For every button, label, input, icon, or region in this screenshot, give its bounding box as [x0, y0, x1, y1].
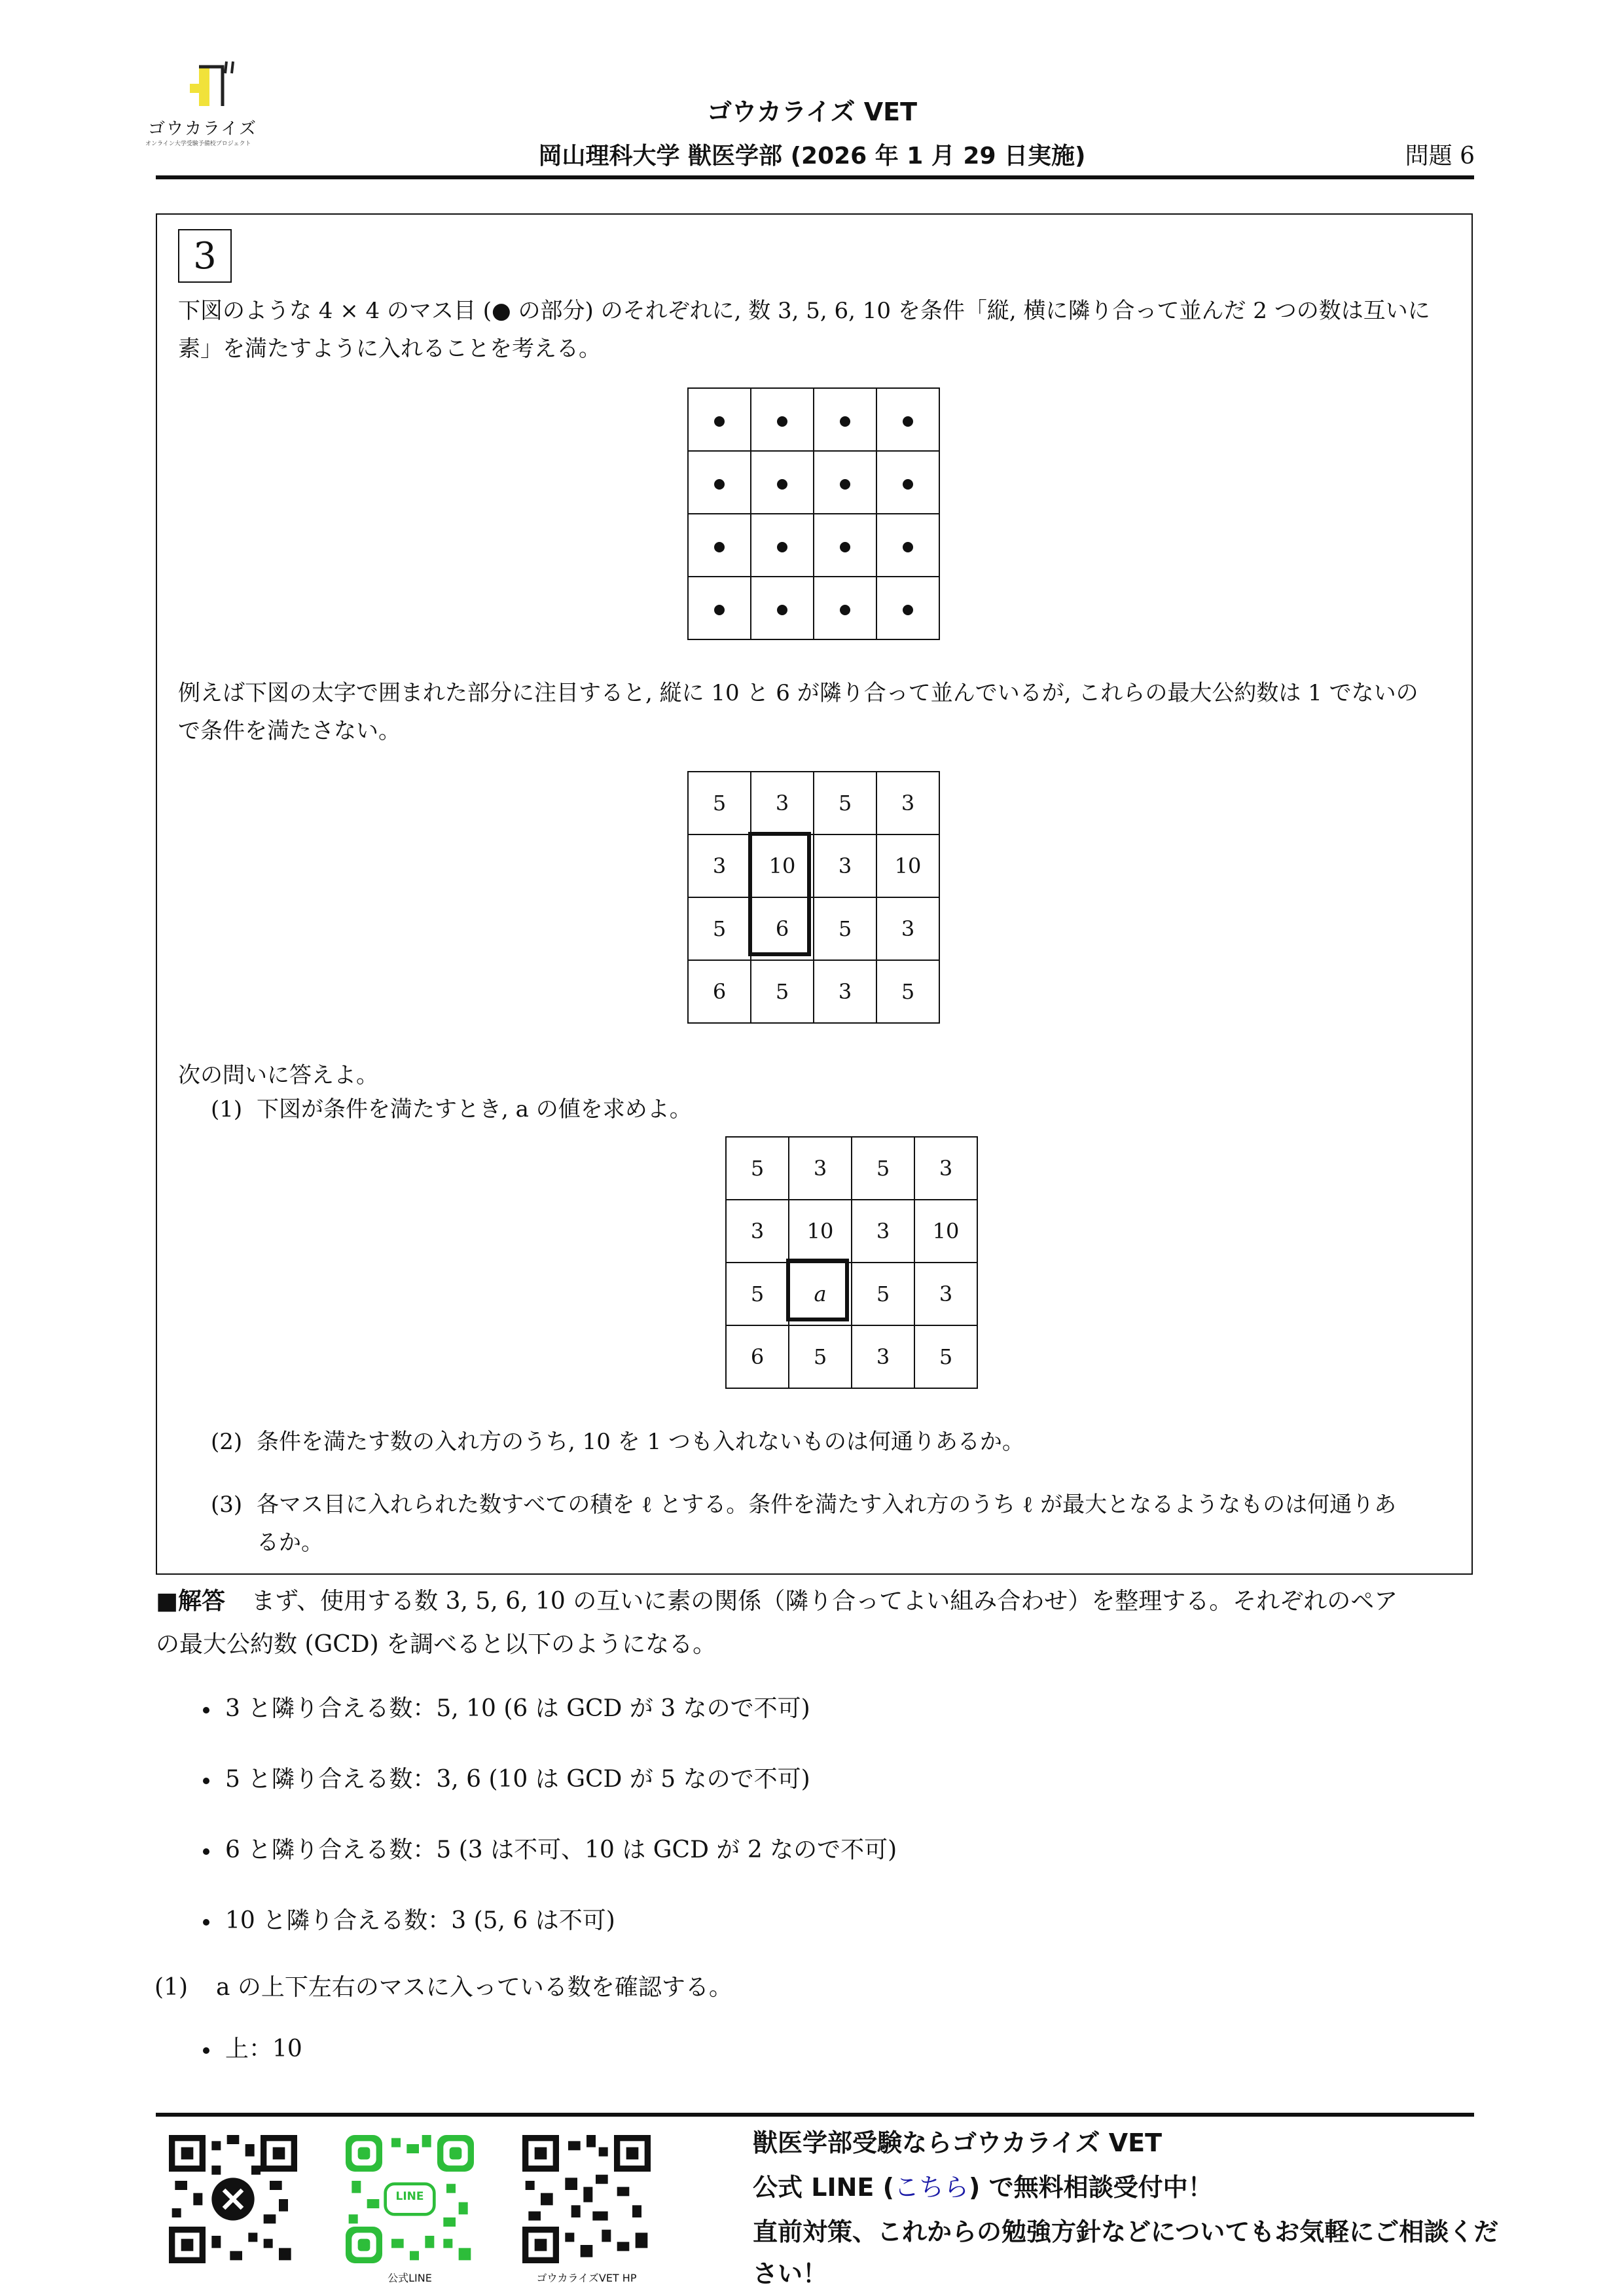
example-line-2: で条件を満たさない。	[178, 718, 401, 744]
list-item: 10 と隣り合える数：3 (5, 6 は不可)	[203, 1902, 615, 1935]
header-subtitle: 岡山理科大学 獣医学部 (2026 年 1 月 29 日実施)	[538, 143, 1086, 170]
grid-cell: 5	[876, 960, 939, 1023]
qr-caption-hp: ゴウカライズVET HP	[536, 2272, 637, 2284]
footer-line-4: さい！	[753, 2259, 828, 2288]
answer-line-2: の最大公約数 (GCD) を調べると以下のようになる。	[156, 1631, 717, 1658]
footer-divider	[156, 2113, 1474, 2117]
q2-number: (2)	[211, 1429, 243, 1455]
q1-grid	[725, 1136, 978, 1389]
answer-label: ■解答	[156, 1588, 226, 1615]
dot-icon	[777, 416, 787, 427]
grid-cell: 3	[914, 1137, 977, 1200]
grid-cell: 3	[914, 1263, 977, 1325]
example-grid	[687, 771, 940, 1024]
grid-cell: 5	[789, 1325, 852, 1388]
grid-cell: 3	[814, 960, 876, 1023]
grid-cell: a	[789, 1263, 852, 1325]
grid-cell: 5	[688, 897, 751, 960]
grid-cell	[876, 577, 939, 639]
dot-icon	[840, 416, 850, 427]
list-item: 6 と隣り合える数：5 (3 は不可、10 は GCD が 2 なので不可)	[203, 1831, 897, 1865]
bullet-icon	[203, 2047, 209, 2054]
grid-cell: 5	[814, 897, 876, 960]
dot-icon	[840, 479, 850, 490]
grid-cell: 10	[789, 1200, 852, 1263]
problem-intro-line-1: 下図のような 4 × 4 のマス目 (● の部分) のそれぞれに, 数 3, 5, 6, 10 を条件「縦, 横に隣り合って並んだ 2 つの数は互いに	[178, 298, 1430, 324]
grid-cell: 3	[876, 772, 939, 834]
grid-cell	[751, 514, 814, 577]
list-item: 3 と隣り合える数：5, 10 (6 は GCD が 3 なので不可)	[203, 1690, 810, 1723]
dot-icon	[714, 416, 725, 427]
grid-cell: 10	[876, 834, 939, 897]
bullet-icon	[203, 1707, 209, 1713]
grid-cell: 3	[726, 1200, 789, 1263]
grid-cell	[751, 577, 814, 639]
grid-cell	[814, 451, 876, 514]
grid-cell	[688, 388, 751, 451]
grid-cell	[814, 388, 876, 451]
dot-icon	[777, 479, 787, 490]
grid-cell	[876, 514, 939, 577]
grid-cell: 3	[814, 834, 876, 897]
q1-text: 下図が条件を満たすとき, a の値を求めよ。	[257, 1096, 692, 1122]
grid-cell: 3	[876, 897, 939, 960]
grid-cell: 5	[914, 1325, 977, 1388]
part1-number: (1)	[154, 1974, 188, 2001]
logo-text: ゴウカライズ	[148, 119, 257, 139]
part1-text: a の上下左右のマスに入っている数を確認する。	[216, 1974, 732, 2001]
grid-cell: 6	[726, 1325, 789, 1388]
bullet-icon	[203, 1919, 209, 1926]
hp-qr-code-icon[interactable]	[522, 2135, 651, 2263]
dot-icon	[840, 542, 850, 552]
grid-cell	[814, 514, 876, 577]
dot-icon	[777, 542, 787, 552]
dot-icon	[903, 416, 913, 427]
grid-cell	[876, 388, 939, 451]
line-link[interactable]: こちら	[893, 2173, 969, 2202]
grid-cell	[751, 451, 814, 514]
grid-cell	[814, 577, 876, 639]
line-badge: LINE	[395, 2190, 424, 2203]
dot-grid	[687, 387, 940, 640]
logo-subtext: オンライン大学受験予備校プロジェクト	[145, 141, 251, 147]
grid-cell	[751, 388, 814, 451]
q1-number: (1)	[211, 1096, 243, 1122]
highlight-box	[748, 832, 811, 956]
grid-cell: 3	[852, 1325, 914, 1388]
grid-cell: 5	[726, 1263, 789, 1325]
list-item: 5 と隣り合える数：3, 6 (10 は GCD が 5 なので不可)	[203, 1761, 810, 1794]
q2-text: 条件を満たす数の入れ方のうち, 10 を 1 つも入れないものは何通りあるか。	[257, 1429, 1024, 1455]
grid-cell: 5	[814, 772, 876, 834]
problem-intro-line-2: 素」を満たすように入れることを考える。	[178, 336, 601, 362]
q3-text-line-2: るか。	[257, 1530, 323, 1556]
grid-cell: 5	[852, 1263, 914, 1325]
dot-icon	[714, 542, 725, 552]
grid-cell	[688, 577, 751, 639]
dot-icon	[777, 605, 787, 615]
dot-icon	[903, 542, 913, 552]
problem-label: 問題 6	[1405, 143, 1475, 170]
dot-icon	[714, 605, 725, 615]
question-intro: 次の問いに答えよ。	[178, 1062, 378, 1088]
dot-icon	[903, 605, 913, 615]
grid-cell: 5	[726, 1137, 789, 1200]
highlight-box	[786, 1259, 849, 1321]
header-divider	[156, 175, 1474, 179]
bullet-icon	[203, 1848, 209, 1855]
grid-cell: 5	[688, 772, 751, 834]
problem-number: 3	[178, 229, 232, 283]
grid-cell: 3	[852, 1200, 914, 1263]
dot-icon	[903, 479, 913, 490]
grid-cell	[688, 514, 751, 577]
dot-icon	[714, 479, 725, 490]
grid-cell	[688, 451, 751, 514]
grid-cell: 10	[751, 834, 814, 897]
x-qr-code-icon[interactable]	[169, 2135, 297, 2263]
list-item: 上：10	[203, 2030, 302, 2064]
dot-icon	[840, 605, 850, 615]
grid-cell: 10	[914, 1200, 977, 1263]
grid-cell: 3	[688, 834, 751, 897]
header-title: ゴウカライズ VET	[707, 98, 917, 126]
q3-number: (3)	[211, 1492, 243, 1518]
grid-cell: 6	[688, 960, 751, 1023]
answer-line-1	[156, 1580, 1474, 1623]
grid-cell	[876, 451, 939, 514]
answer-line-1-text: まず、使用する数 3, 5, 6, 10 の互いに素の関係（隣り合ってよい組み合わせ）を整理する。それぞれのペア	[251, 1588, 1398, 1615]
grid-cell: 5	[751, 960, 814, 1023]
q3-text-line-1: 各マス目に入れられた数すべての積を ℓ とする。条件を満たす入れ方のうち ℓ が最大となるようなものは何通りあ	[257, 1492, 1397, 1518]
example-line-1: 例えば下図の太字で囲まれた部分に注目すると, 縦に 10 と 6 が隣り合って並んでいるが, これらの最大公約数は 1 でないの	[178, 680, 1418, 706]
grid-cell: 6	[751, 897, 814, 960]
footer-line-1: 獣医学部受験ならゴウカライズ VET	[753, 2128, 1162, 2157]
qr-caption-line: 公式LINE	[388, 2272, 432, 2284]
footer-line-3: 直前対策、これからの勉強方針などについてもお気軽にご相談くだ	[753, 2217, 1499, 2246]
footer-line-2: 公式 LINE (こちら) で無料相談受付中！	[753, 2173, 1213, 2202]
grid-cell: 5	[852, 1137, 914, 1200]
bullet-icon	[203, 1778, 209, 1784]
grid-cell: 3	[751, 772, 814, 834]
grid-cell: 3	[789, 1137, 852, 1200]
